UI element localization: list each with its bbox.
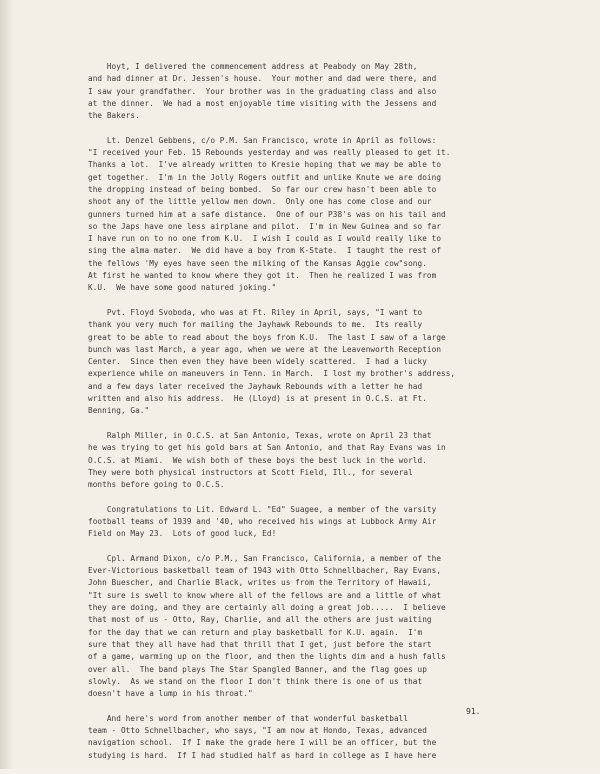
paragraph xyxy=(88,553,528,701)
text-line: Ever-Victorious basketball team of 1943 with Otto Schnellbacher, Ray Evans, xyxy=(88,566,442,576)
text-line: They were both physical instructors at Scott Field, Ill., for several xyxy=(88,467,413,477)
paragraph xyxy=(88,61,528,122)
page-number: 91. xyxy=(466,707,481,716)
text-line: shoot any of the little yellow men down. Only one has come close and our xyxy=(88,197,432,207)
text-line: and a few days later received the Jayhawk Rebounds with a letter he had xyxy=(88,381,423,391)
text-line: thank you very much for mailing the Jayhawk Rebounds to me. Its really xyxy=(88,320,423,330)
text-line: bunch was last March, a year ago, when we were at the Leavenworth Reception xyxy=(88,344,442,354)
text-line: and had dinner at Dr. Jessen's house. Your mother and dad were there, and xyxy=(88,74,437,84)
text-line: at the dinner. We had a most enjoyable time visiting with the Jessens and xyxy=(88,98,437,108)
text-line: get together. I'm in the Jolly Rogers outfit and unlike Knute we are doing xyxy=(88,172,442,182)
paragraph xyxy=(88,504,528,541)
text-line: K.U. We have some good natured joking." xyxy=(88,283,277,293)
text-line: sing the alma mater. We did have a boy from K-State. I taught the rest of xyxy=(88,246,442,256)
page-edge-shadow xyxy=(0,0,14,769)
text-line: they are doing, and they are certainly all doing a great job..... I believe xyxy=(88,603,446,613)
text-line: "It sure is swell to know where all of the fellows are and a little of what xyxy=(88,590,442,600)
text-line: Thanks a lot. I've already written to Kresie hoping that we may be able to xyxy=(88,160,442,170)
text-line: Cpl. Armand Dixon, c/o P.M., San Francisco, California, a member of the xyxy=(88,553,442,563)
text-line: over all. The band plays The Star Spangled Banner, and the flag goes up xyxy=(88,664,427,674)
text-line: months before going to O.C.S. xyxy=(88,480,225,490)
text-line: John Buescher, and Charlie Black, writes us from the Territory of Hawaii, xyxy=(88,578,432,588)
text-line: team - Otto Schnellbacher, who says, "I am now at Hondo, Texas, advanced xyxy=(88,726,427,736)
text-line: for the day that we can return and play basketball for K.U. again. I'm xyxy=(88,627,423,637)
text-line: the fellows 'My eyes have seen the milking of the Kansas Aggie cow"song. xyxy=(88,258,427,268)
text-line: navigation school. If I make the grade here I will be an officer, but the xyxy=(88,738,437,748)
text-line: doesn't have a lump in his throat." xyxy=(88,689,253,699)
text-line: the Bakers. xyxy=(88,111,140,121)
text-line: Congratulations to Lit. Edward L. "Ed" Suagee, a member of the varsity xyxy=(88,504,437,514)
text-line: At first he wanted to know where they got it. Then he realized I was from xyxy=(88,271,437,281)
text-line: studying is hard. If I had studied half as hard in college as I have here xyxy=(88,750,437,760)
text-line: Hoyt, I delivered the commencement address at Peabody on May 28th, xyxy=(88,62,418,71)
text-line: football teams of 1939 and '40, who received his wings at Lubbock Army Air xyxy=(88,516,437,526)
text-line: of a game, warming up on the floor, and then the lights dim and a hush falls xyxy=(88,652,446,662)
text-line: "I received your Feb. 15 Rebounds yesterday and was really pleased to get it. xyxy=(88,148,451,158)
letter-body xyxy=(88,61,528,774)
text-line: Pvt. Floyd Svoboda, who was at Ft. Riley in April, says, "I want to xyxy=(88,307,423,317)
text-line: written and also his address. He (Lloyd) is at present in O.C.S. at Ft. xyxy=(88,394,427,404)
text-line: so the Japs have one less airplane and pilot. I'm in New Guinea and so far xyxy=(88,221,442,231)
text-line: Ralph Miller, in O.C.S. at San Antonio, Texas, wrote on April 23 that xyxy=(88,430,432,440)
text-line: the dropping instead of being bombed. So far our crew hasn't been able to xyxy=(88,184,437,194)
text-line: Center. Since then even they have been widely scattered. I had a lucky xyxy=(88,357,427,367)
text-line: I have run on to no one from K.U. I wish I could as I would really like to xyxy=(88,234,442,244)
text-line: that most of us - Otto, Ray, Charlie, and all the others are just waiting xyxy=(88,615,432,625)
text-line: O.C.S. at Miami. We wish both of these boys the best luck in the world. xyxy=(88,455,427,465)
text-line: Lt. Denzel Gebbens, c/o P.M. San Francisco, wrote in April as follows: xyxy=(88,135,437,145)
paragraph xyxy=(88,713,528,762)
text-line: he was trying to get his gold bars at San Antonio, and that Ray Evans was in xyxy=(88,443,446,453)
text-line: experience while on maneuvers in Tenn. in March. I lost my brother's address, xyxy=(88,369,456,379)
paragraph xyxy=(88,307,528,418)
paragraph xyxy=(88,135,528,295)
text-line: Field on May 23. Lots of good luck, Ed! xyxy=(88,529,277,539)
text-line: And here's word from another member of that wonderful basketball xyxy=(88,713,409,723)
text-line: slowly. As we stand on the floor I don't think there is one of us that xyxy=(88,676,423,686)
text-line: gunners turned him at a safe distance. One of our P38's was on his tail and xyxy=(88,209,446,219)
text-line: sure that they all have had that thrill that I get, just before the start xyxy=(88,639,432,649)
paragraph xyxy=(88,430,528,491)
text-line: I saw your grandfather. Your brother was in the graduating class and also xyxy=(88,86,437,96)
text-line: great to be able to read about the boys from K.U. The last I saw of a large xyxy=(88,332,446,342)
text-line: Benning, Ga." xyxy=(88,406,150,416)
